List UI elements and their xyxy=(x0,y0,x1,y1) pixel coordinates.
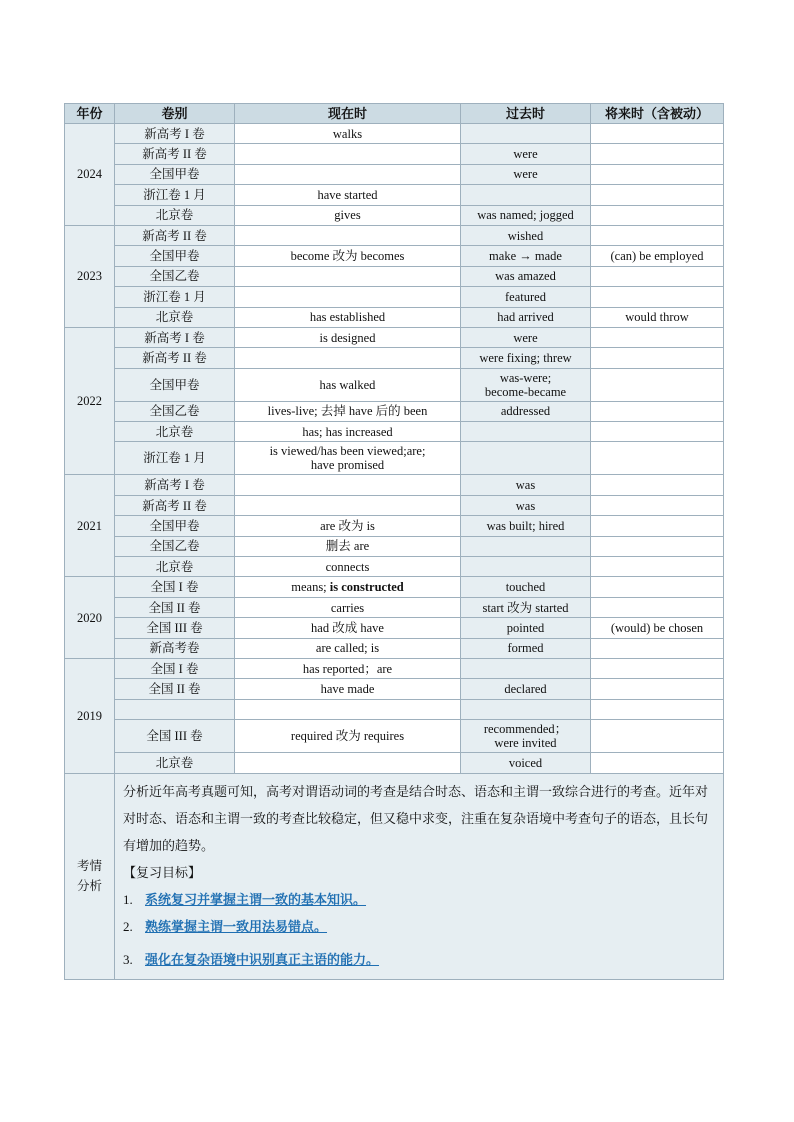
table-row xyxy=(65,368,724,401)
future-cell xyxy=(591,536,724,556)
past-cell: recommended； were invited xyxy=(461,720,591,753)
future-cell xyxy=(591,638,724,658)
volume-cell: 全国甲卷 xyxy=(115,164,235,184)
goal-number: 1. xyxy=(123,891,133,907)
table-row xyxy=(65,638,724,658)
volume-cell: 北京卷 xyxy=(115,307,235,327)
table-row xyxy=(65,753,724,773)
future-cell xyxy=(591,422,724,442)
present-cell xyxy=(235,475,461,495)
analysis-section xyxy=(65,773,724,979)
past-cell xyxy=(461,699,591,719)
future-cell xyxy=(591,185,724,205)
future-cell xyxy=(591,699,724,719)
past-cell: featured xyxy=(461,287,591,307)
future-cell xyxy=(591,475,724,495)
table-row xyxy=(65,287,724,307)
table-row xyxy=(65,225,724,245)
past-cell: was amazed xyxy=(461,266,591,286)
volume-cell xyxy=(115,699,235,719)
past-cell: was named; jogged xyxy=(461,205,591,225)
past-cell: voiced xyxy=(461,753,591,773)
goal-text: 系统复习并掌握主谓一致的基本知识。 xyxy=(145,891,367,907)
future-cell xyxy=(591,557,724,577)
volume-cell: 全国 II 卷 xyxy=(115,597,235,617)
past-cell: were xyxy=(461,327,591,347)
future-cell: (would) be chosen xyxy=(591,618,724,638)
volume-cell: 北京卷 xyxy=(115,205,235,225)
present-cell: has walked xyxy=(235,368,461,401)
year-cell: 2021 xyxy=(65,475,115,577)
past-cell: were xyxy=(461,164,591,184)
goal-item xyxy=(123,913,715,940)
volume-cell: 新高考 II 卷 xyxy=(115,144,235,164)
present-cell: has; has increased xyxy=(235,422,461,442)
goal-text: 熟练掌握主谓一致用法易错点。 xyxy=(145,918,328,934)
table-row xyxy=(65,516,724,536)
present-text: means; xyxy=(291,580,330,595)
header-past: 过去时 xyxy=(461,104,591,124)
present-cell: had 改成 have xyxy=(235,618,461,638)
analysis-paragraph: 分析近年高考真题可知，高考对谓语动词的考查是结合时态、语态和主谓一致综合进行的考查。近年对对时态、语态和主谓一致的考查比较稳定，但又稳中求变，注重在复杂语境中考查句子的语态，且长句有增加的趋势。 xyxy=(123,783,709,853)
future-cell: would throw xyxy=(591,307,724,327)
analysis-row xyxy=(65,773,724,979)
past-cell: pointed xyxy=(461,618,591,638)
table-row xyxy=(65,618,724,638)
volume-cell: 浙江卷 1 月 xyxy=(115,185,235,205)
present-cell: become 改为 becomes xyxy=(235,246,461,266)
past-cell: was xyxy=(461,495,591,515)
past-cell: were xyxy=(461,144,591,164)
volume-cell: 新高考 I 卷 xyxy=(115,124,235,144)
table-row xyxy=(65,307,724,327)
present-cell: has established xyxy=(235,307,461,327)
future-cell xyxy=(591,495,724,515)
year-cell: 2022 xyxy=(65,327,115,475)
future-cell xyxy=(591,753,724,773)
volume-cell: 全国 II 卷 xyxy=(115,679,235,699)
past-cell xyxy=(461,442,591,475)
table-row xyxy=(65,164,724,184)
past-cell: touched xyxy=(461,577,591,597)
future-cell xyxy=(591,348,724,368)
analysis-content xyxy=(115,773,724,979)
present-cell xyxy=(235,577,461,597)
future-cell xyxy=(591,577,724,597)
past-cell xyxy=(461,536,591,556)
volume-cell: 全国 III 卷 xyxy=(115,618,235,638)
table-row xyxy=(65,475,724,495)
table-body xyxy=(65,124,724,774)
table-row xyxy=(65,658,724,678)
present-bold-text: is constructed xyxy=(329,580,404,595)
table-row xyxy=(65,124,724,144)
future-cell xyxy=(591,442,724,475)
table-row xyxy=(65,720,724,753)
table-row xyxy=(65,422,724,442)
volume-cell: 全国 III 卷 xyxy=(115,720,235,753)
volume-cell: 全国甲卷 xyxy=(115,246,235,266)
future-cell xyxy=(591,124,724,144)
past-cell: addressed xyxy=(461,401,591,421)
volume-cell: 全国乙卷 xyxy=(115,536,235,556)
table-row xyxy=(65,597,724,617)
goals-title: 【复习目标】 xyxy=(123,864,202,880)
present-cell: required 改为 requires xyxy=(235,720,461,753)
future-cell xyxy=(591,164,724,184)
present-cell: 删去 are xyxy=(235,536,461,556)
volume-cell: 新高考 I 卷 xyxy=(115,475,235,495)
table-row xyxy=(65,144,724,164)
past-cell: start 改为 started xyxy=(461,597,591,617)
past-cell: formed xyxy=(461,638,591,658)
present-cell: is designed xyxy=(235,327,461,347)
table-row xyxy=(65,442,724,475)
volume-cell: 全国甲卷 xyxy=(115,516,235,536)
header-future: 将来时（含被动） xyxy=(591,104,724,124)
present-cell: gives xyxy=(235,205,461,225)
future-cell xyxy=(591,516,724,536)
future-cell xyxy=(591,287,724,307)
future-cell xyxy=(591,327,724,347)
future-cell xyxy=(591,401,724,421)
future-cell xyxy=(591,205,724,225)
volume-cell: 全国 I 卷 xyxy=(115,577,235,597)
past-cell xyxy=(461,557,591,577)
volume-cell: 新高考卷 xyxy=(115,638,235,658)
table-row xyxy=(65,699,724,719)
present-cell: is viewed/has been viewed;are; have promised xyxy=(235,442,461,475)
present-cell: are 改为 is xyxy=(235,516,461,536)
present-cell xyxy=(235,348,461,368)
year-cell: 2023 xyxy=(65,225,115,327)
year-cell: 2019 xyxy=(65,658,115,773)
table-row xyxy=(65,185,724,205)
past-cell xyxy=(461,658,591,678)
table-header-row xyxy=(65,104,724,124)
present-cell xyxy=(235,225,461,245)
volume-cell: 新高考 II 卷 xyxy=(115,225,235,245)
present-cell: are called; is xyxy=(235,638,461,658)
present-cell: connects xyxy=(235,557,461,577)
header-volume: 卷别 xyxy=(115,104,235,124)
volume-cell: 浙江卷 1 月 xyxy=(115,442,235,475)
table-row xyxy=(65,495,724,515)
past-cell: was xyxy=(461,475,591,495)
future-cell xyxy=(591,225,724,245)
volume-cell: 北京卷 xyxy=(115,557,235,577)
future-cell xyxy=(591,658,724,678)
present-cell xyxy=(235,699,461,719)
past-cell: declared xyxy=(461,679,591,699)
tense-exam-table xyxy=(64,103,724,980)
volume-cell: 新高考 II 卷 xyxy=(115,495,235,515)
table-row xyxy=(65,348,724,368)
future-cell xyxy=(591,368,724,401)
present-cell: walks xyxy=(235,124,461,144)
table-row xyxy=(65,327,724,347)
volume-cell: 全国乙卷 xyxy=(115,401,235,421)
volume-cell: 新高考 I 卷 xyxy=(115,327,235,347)
present-cell xyxy=(235,287,461,307)
goal-text: 强化在复杂语境中识别真正主语的能力。 xyxy=(145,951,380,967)
year-cell: 2024 xyxy=(65,124,115,226)
table-row xyxy=(65,266,724,286)
volume-cell: 新高考 II 卷 xyxy=(115,348,235,368)
past-cell: make → made xyxy=(461,246,591,266)
goal-item xyxy=(123,886,715,913)
future-cell xyxy=(591,597,724,617)
present-cell: lives-live; 去掉 have 后的 been xyxy=(235,401,461,421)
year-cell: 2020 xyxy=(65,577,115,659)
future-cell xyxy=(591,679,724,699)
present-cell xyxy=(235,495,461,515)
future-cell: (can) be employed xyxy=(591,246,724,266)
table-row xyxy=(65,205,724,225)
volume-cell: 全国乙卷 xyxy=(115,266,235,286)
analysis-label: 考情 分析 xyxy=(65,773,115,979)
present-cell: carries xyxy=(235,597,461,617)
present-cell xyxy=(235,164,461,184)
goal-item xyxy=(123,946,715,973)
future-cell xyxy=(591,720,724,753)
present-cell: has reported；are xyxy=(235,658,461,678)
table-row xyxy=(65,536,724,556)
present-cell: have made xyxy=(235,679,461,699)
table-row xyxy=(65,577,724,597)
header-present: 现在时 xyxy=(235,104,461,124)
table-row xyxy=(65,246,724,266)
past-cell: wished xyxy=(461,225,591,245)
past-cell xyxy=(461,422,591,442)
table-row xyxy=(65,557,724,577)
past-cell xyxy=(461,124,591,144)
table-row xyxy=(65,679,724,699)
present-cell: have started xyxy=(235,185,461,205)
header-year: 年份 xyxy=(65,104,115,124)
past-cell: were fixing; threw xyxy=(461,348,591,368)
past-cell: had arrived xyxy=(461,307,591,327)
future-cell xyxy=(591,266,724,286)
present-cell xyxy=(235,144,461,164)
past-cell xyxy=(461,185,591,205)
volume-cell: 全国 I 卷 xyxy=(115,658,235,678)
volume-cell: 北京卷 xyxy=(115,753,235,773)
table-row xyxy=(65,401,724,421)
present-cell xyxy=(235,753,461,773)
present-cell xyxy=(235,266,461,286)
future-cell xyxy=(591,144,724,164)
volume-cell: 浙江卷 1 月 xyxy=(115,287,235,307)
past-cell: was built; hired xyxy=(461,516,591,536)
volume-cell: 全国甲卷 xyxy=(115,368,235,401)
goal-number: 3. xyxy=(123,951,133,967)
goal-number: 2. xyxy=(123,918,133,934)
volume-cell: 北京卷 xyxy=(115,422,235,442)
past-cell: was-were; become-became xyxy=(461,368,591,401)
